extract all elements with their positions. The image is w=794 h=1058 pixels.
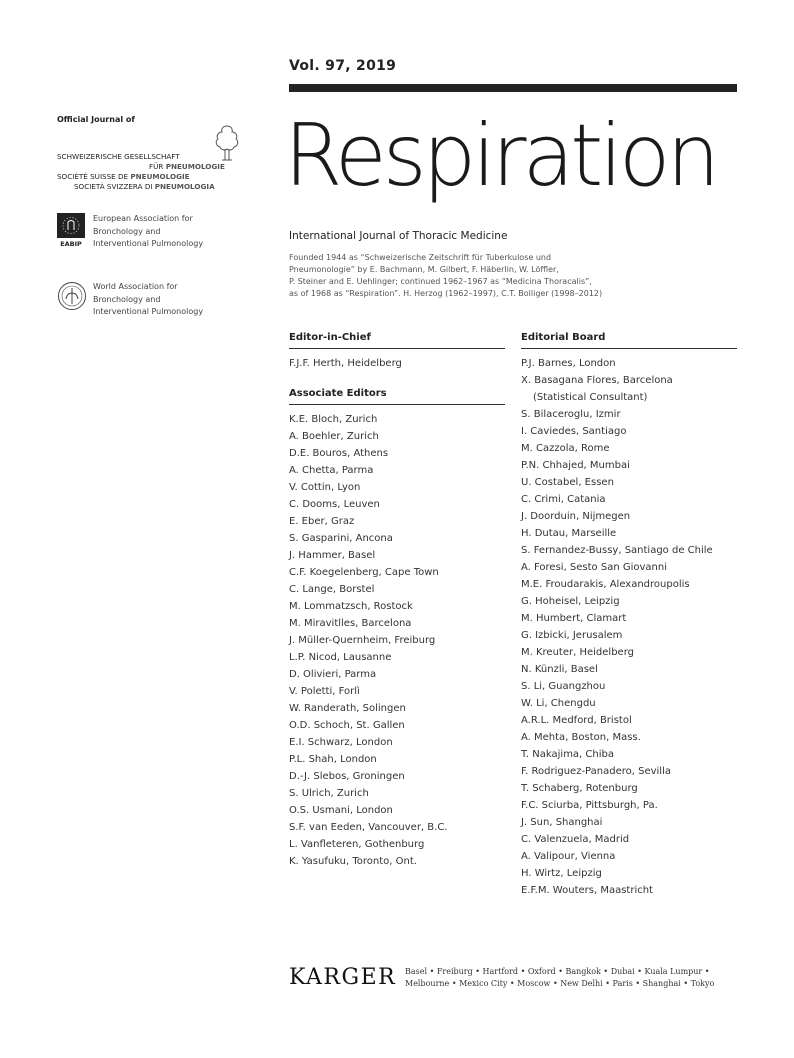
founding-note-line: Pneumonologie” by E. Bachmann, M. Gilbert, F. Häberlin, W. Löffler, xyxy=(289,265,559,274)
editor-entry: A. Foresi, Sesto San Giovanni xyxy=(521,562,667,573)
society-line-emph: PNEUMOLOGIA xyxy=(154,182,215,191)
editor-entry: A. Boehler, Zurich xyxy=(289,431,379,442)
editor-entry: M. Humbert, Clamart xyxy=(521,613,627,624)
wabip-name-line: Bronchology and xyxy=(93,294,161,304)
editor-entry: L. Vanfleteren, Gothenburg xyxy=(289,839,425,850)
editor-entry: T. Nakajima, Chiba xyxy=(521,749,614,760)
editor-entry: O.S. Usmani, London xyxy=(289,805,393,816)
editor-entry: C. Crimi, Catania xyxy=(521,494,606,505)
editor-entry: S. Li, Guangzhou xyxy=(521,681,606,692)
editor-entry: D.-J. Slebos, Groningen xyxy=(289,771,405,782)
editor-entry: P.J. Barnes, London xyxy=(521,358,616,369)
editor-in-chief-heading: Editor-in-Chief xyxy=(289,332,505,349)
editor-entry: V. Cottin, Lyon xyxy=(289,482,361,493)
associate-editors-list xyxy=(289,411,505,870)
journal-title: Respiration xyxy=(284,106,717,206)
editor-entry: C. Lange, Borstel xyxy=(289,584,375,595)
journal-subtitle: International Journal of Thoracic Medicine xyxy=(289,230,508,242)
editor-entry: K. Yasufuku, Toronto, Ont. xyxy=(289,856,417,867)
eabip-name-line: Bronchology and xyxy=(93,226,161,236)
editor-entry: J. Hammer, Basel xyxy=(289,550,376,561)
editor-entry: A. Valipour, Vienna xyxy=(521,851,616,862)
editor-entry: H. Dutau, Marseille xyxy=(521,528,617,539)
editor-entry: A. Chetta, Parma xyxy=(289,465,374,476)
editor-entry: F. Rodriguez-Panadero, Sevilla xyxy=(521,766,671,777)
founding-note xyxy=(289,252,619,300)
editor-entry: C. Valenzuela, Madrid xyxy=(521,834,630,845)
editor-entry: S.F. van Eeden, Vancouver, B.C. xyxy=(289,822,448,833)
editor-entry: M. Lommatzsch, Rostock xyxy=(289,601,413,612)
editor-entry: A. Mehta, Boston, Mass. xyxy=(521,732,641,743)
wabip-name-line: World Association for xyxy=(93,282,178,291)
eabip-logo-text: EABIP xyxy=(60,240,82,247)
editor-entry: D.E. Bouros, Athens xyxy=(289,448,389,459)
swiss-society-name xyxy=(57,152,243,192)
editor-entry: S. Bilaceroglu, Izmir xyxy=(521,409,621,420)
wabip-seal-icon xyxy=(57,281,87,311)
cities-line: Basel • Freiburg • Hartford • Oxford • Bangkok • Dubai • Kuala Lumpur • xyxy=(405,967,710,976)
society-line: SOCIETÀ SVIZZERA DI xyxy=(74,182,155,191)
editor-entry: A.R.L. Medford, Bristol xyxy=(521,715,632,726)
editor-entry: T. Schaberg, Rotenburg xyxy=(521,783,638,794)
editor-entry: D. Olivieri, Parma xyxy=(289,669,377,680)
editor-entry: U. Costabel, Essen xyxy=(521,477,614,488)
cities-line: Melbourne • Mexico City • Moscow • New Delhi • Paris • Shanghai • Tokyo xyxy=(405,979,715,988)
official-journal-label: Official Journal of xyxy=(57,115,135,124)
header-rule xyxy=(289,84,737,92)
editor-entry: C. Dooms, Leuven xyxy=(289,499,380,510)
publisher-cities xyxy=(405,966,714,990)
editor-in-chief-list xyxy=(289,355,505,372)
editor-entry: K.E. Bloch, Zurich xyxy=(289,414,378,425)
editor-entry: P.L. Shah, London xyxy=(289,754,377,765)
editor-entry: G. Hoheisel, Leipzig xyxy=(521,596,620,607)
society-line: SCHWEIZERISCHE GESELLSCHAFT xyxy=(57,152,180,161)
editor-in-chief-section xyxy=(289,332,505,372)
editor-entry: W. Randerath, Solingen xyxy=(289,703,406,714)
wabip-name-line: Interventional Pulmonology xyxy=(93,307,204,316)
editor-entry: S. Fernandez-Bussy, Santiago de Chile xyxy=(521,545,713,556)
wabip-name xyxy=(93,281,203,319)
eabip-logo-icon xyxy=(57,213,85,247)
editor-entry: W. Li, Chengdu xyxy=(521,698,596,709)
eabip-name-line: European Association for xyxy=(93,214,193,223)
publisher-logo: KARGER xyxy=(289,965,397,990)
society-line: SOCIÉTÉ SUISSE DE xyxy=(57,172,131,181)
editor-entry: F.C. Sciurba, Pittsburgh, Pa. xyxy=(521,800,658,811)
editor-entry: G. Izbicki, Jerusalem xyxy=(521,630,623,641)
editorial-board-heading: Editorial Board xyxy=(521,332,737,349)
editor-entry: J. Sun, Shanghai xyxy=(521,817,603,828)
editor-entry: E.I. Schwarz, London xyxy=(289,737,393,748)
editorial-board-list xyxy=(521,355,737,899)
editor-entry: P.N. Chhajed, Mumbai xyxy=(521,460,630,471)
editor-entry: J. Müller-Quernheim, Freiburg xyxy=(289,635,436,646)
editor-entry: I. Caviedes, Santiago xyxy=(521,426,627,437)
editor-entry: V. Poletti, Forlì xyxy=(289,686,360,697)
editor-entry: C.F. Koegelenberg, Cape Town xyxy=(289,567,439,578)
editor-entry: F.J.F. Herth, Heidelberg xyxy=(289,358,402,369)
society-line-emph: PNEUMOLOGIE xyxy=(165,162,225,171)
editor-entry: X. Basagana Flores, Barcelona xyxy=(521,375,673,386)
editor-entry: E.F.M. Wouters, Maastricht xyxy=(521,885,653,896)
volume-label: Vol. 97, 2019 xyxy=(289,58,397,74)
editor-entry: M. Kreuter, Heidelberg xyxy=(521,647,634,658)
associate-editors-heading: Associate Editors xyxy=(289,388,505,405)
founding-note-line: as of 1968 as “Respiration”. H. Herzog (1962–1997), C.T. Bolliger (1998–2012) xyxy=(289,289,603,298)
editor-entry: M. Cazzola, Rome xyxy=(521,443,610,454)
society-line: FÜR xyxy=(149,162,166,171)
editor-entry: J. Doorduin, Nijmegen xyxy=(521,511,631,522)
editor-entry: M. Miravitlles, Barcelona xyxy=(289,618,412,629)
editor-entry: H. Wirtz, Leipzig xyxy=(521,868,602,879)
editorial-board-section xyxy=(521,332,737,899)
editor-entry: N. Künzli, Basel xyxy=(521,664,598,675)
editor-entry: (Statistical Consultant) xyxy=(533,392,648,403)
founding-note-line: Founded 1944 as “Schweizerische Zeitschrift für Tuberkulose und xyxy=(289,253,552,262)
founding-note-line: P. Steiner and E. Uehlinger; continued 1962–1967 as “Medicina Thoracalis”, xyxy=(289,277,592,286)
editor-entry: O.D. Schoch, St. Gallen xyxy=(289,720,405,731)
associate-editors-section xyxy=(289,388,505,870)
eabip-name-line: Interventional Pulmonology xyxy=(93,239,204,248)
editor-entry: S. Gasparini, Ancona xyxy=(289,533,393,544)
editor-entry: S. Ulrich, Zurich xyxy=(289,788,369,799)
society-line-emph: PNEUMOLOGIE xyxy=(130,172,190,181)
editor-entry: M.E. Froudarakis, Alexandroupolis xyxy=(521,579,690,590)
editor-entry: E. Eber, Graz xyxy=(289,516,355,527)
eabip-name xyxy=(93,213,203,251)
editor-entry: L.P. Nicod, Lausanne xyxy=(289,652,392,663)
